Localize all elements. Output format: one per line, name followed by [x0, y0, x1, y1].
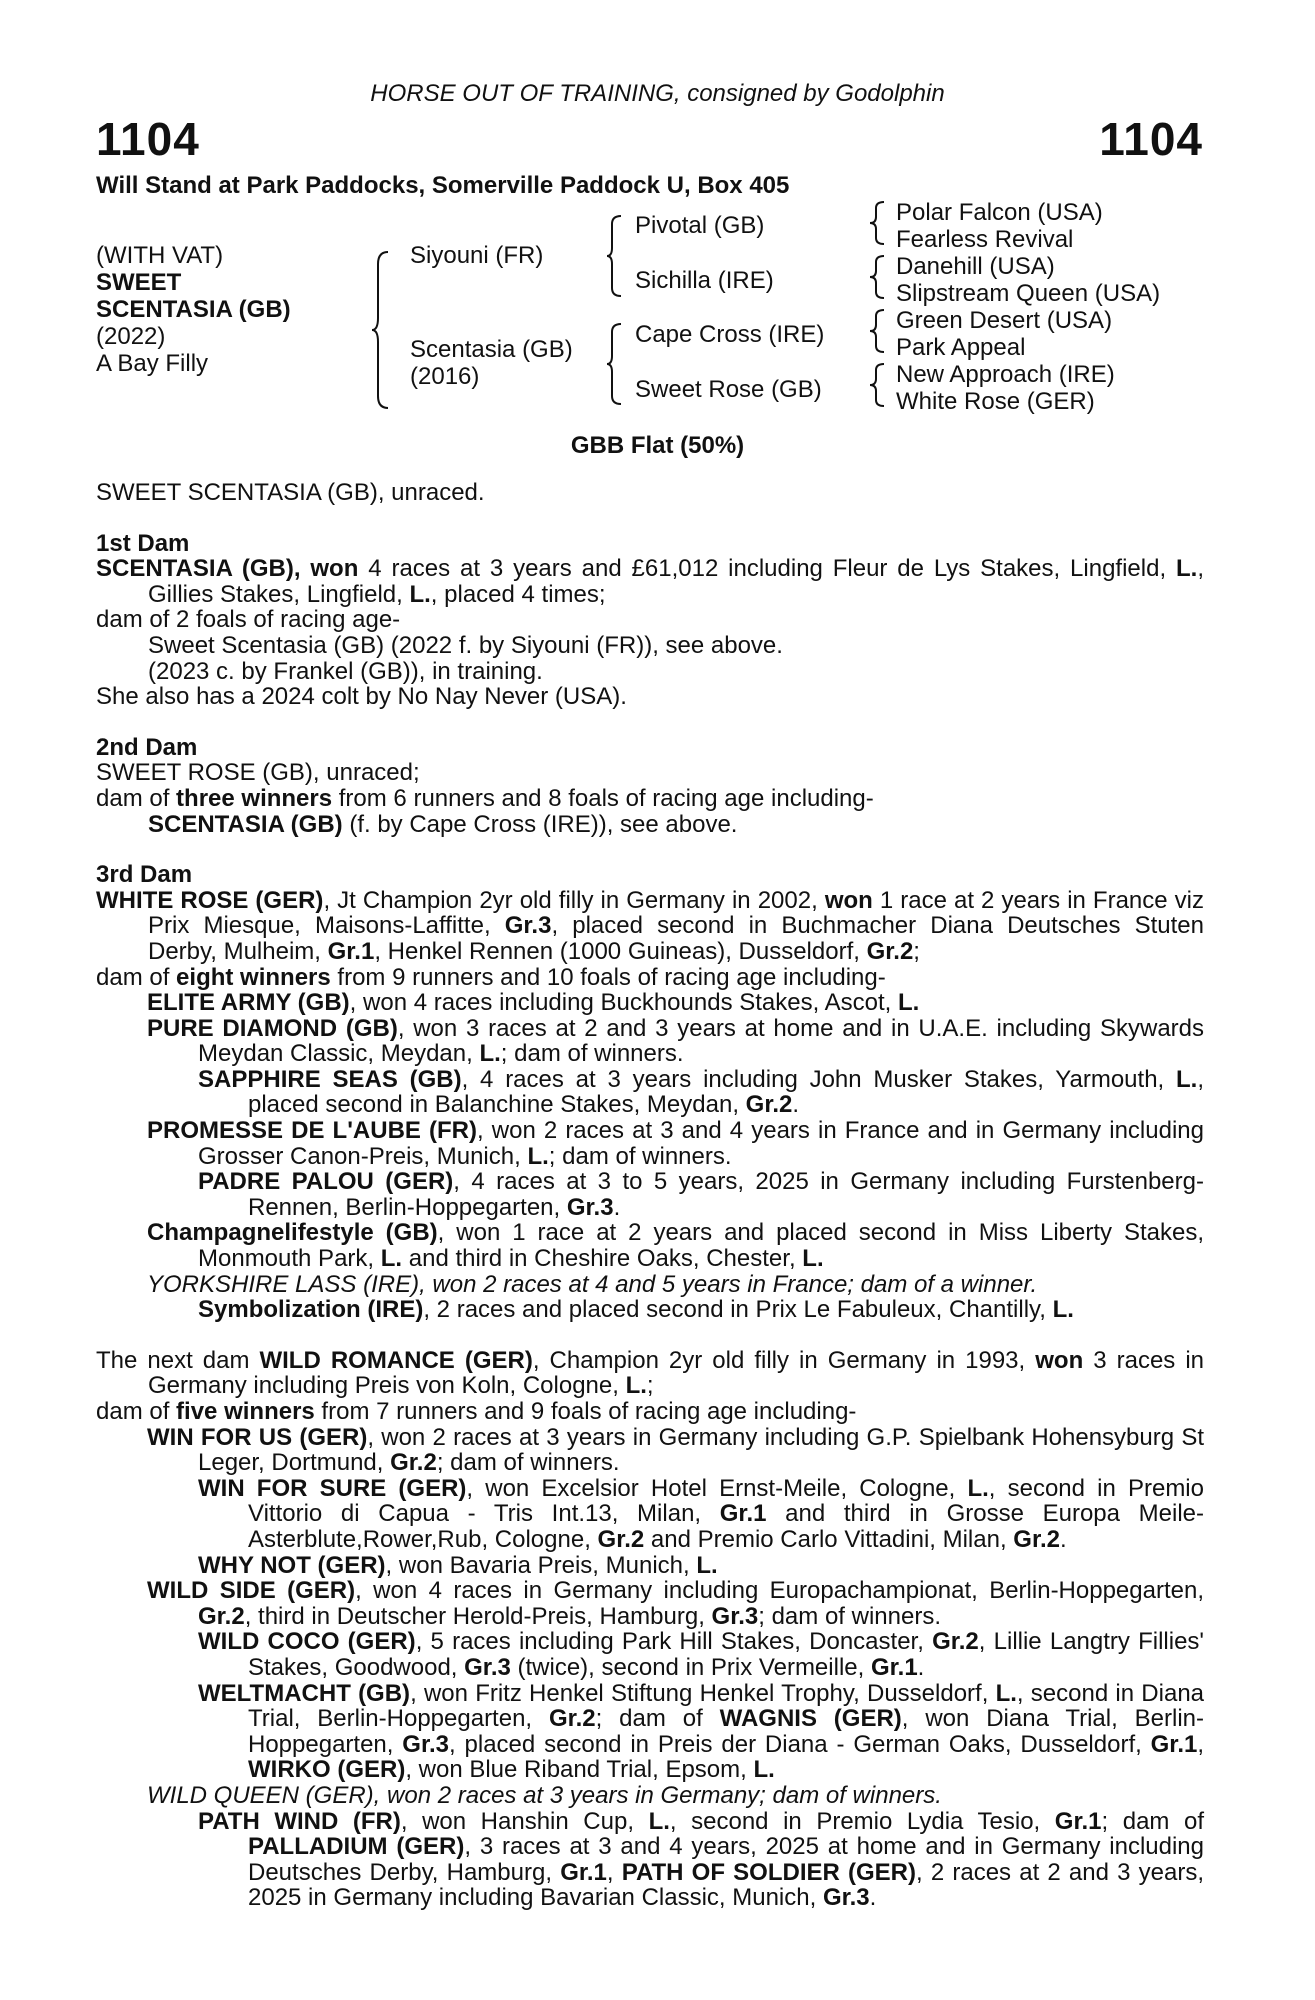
dam-sire-dam: Park Appeal	[896, 334, 1026, 361]
sire-sire-sire: Polar Falcon (USA)	[896, 199, 1103, 226]
first-dam-foals: dam of 2 foals of racing age-	[96, 606, 401, 634]
produce-wild-coco: WILD COCO (GER), 5 races including Park Hill Stakes, Doncaster, Gr.2, Lillie Langtry Fillies' Stakes, Goodwood, Gr.3 (twice), second in Prix Vermeille, Gr.1.	[198, 1628, 1205, 1681]
sire-sire: Pivotal (GB)	[635, 212, 765, 239]
produce-win-for-sure: WIN FOR SURE (GER), won Excelsior Hotel Ernst-Meile, Cologne, L., second in Premio Vittorio di Capua - Tris Int.13, Milan, Gr.1 and third in Grosse Europa Meile-Asterblute,Rower,Rub, Cologne, Gr.2 and Premio Carlo Vittadini, Milan, Gr.2.	[198, 1474, 1204, 1553]
dam-sire-sire: Green Desert (USA)	[896, 307, 1113, 334]
produce-pure-diamond: PURE DIAMOND (GB), won 3 races at 2 and 3 years at home and in U.A.E. including Skywards Meydan Classic, Meydan, L.; dam of winners.	[147, 1014, 1205, 1068]
sire: Siyouni (FR)	[410, 242, 544, 269]
unraced-line: SWEET SCENTASIA (GB), unraced.	[96, 479, 485, 506]
sire-dam-dam: Slipstream Queen (USA)	[896, 280, 1161, 307]
lot-number-left: 1104	[96, 113, 200, 165]
pedigree-brace-ds	[868, 308, 888, 354]
produce-win-for-us: WIN FOR US (GER), won 2 races at 3 years in Germany including G.P. Spielbank Hohensyburg St Leger, Dortmund, Gr.2; dam of winners.	[147, 1423, 1204, 1477]
horse-name-line2: SCENTASIA (GB)	[96, 296, 291, 323]
sire-sire-dam: Fearless Revival	[896, 226, 1074, 253]
catalogue-body	[96, 480, 1204, 1911]
first-dam-also: She also has a 2024 colt by No Nay Never (USA).	[96, 683, 627, 711]
first-dam-heading: 1st Dam	[96, 529, 190, 557]
dam-dam-sire: New Approach (IRE)	[896, 361, 1115, 388]
pedigree-brace-dd	[868, 362, 888, 408]
produce-sapphire-seas: SAPPHIRE SEAS (GB), 4 races at 3 years including John Musker Stakes, Yarmouth, L., placed second in Balanchine Stakes, Meydan, Gr.2.	[198, 1065, 1204, 1119]
produce-wild-queen: WILD QUEEN (GER), won 2 races at 3 years in Germany; dam of winners.	[147, 1781, 942, 1809]
vat-note: (WITH VAT)	[96, 242, 224, 269]
lot-number-right: 1104	[1099, 113, 1203, 165]
second-dam-produce: dam of three winners from 6 runners and 8 foals of racing age including-	[96, 784, 874, 812]
pedigree-brace-dam	[605, 322, 625, 406]
produce-weltmacht: WELTMACHT (GB), won Fritz Henkel Stiftung Henkel Trophy, Dusseldorf, L., second in Diana Trial, Berlin-Hoppegarten, Gr.2; dam of WAGNIS (GER), won Diana Trial, Berlin-Hoppegarten, Gr.3, placed second in Preis der Diana - German Oaks, Dusseldorf, Gr.1, WIRKO (GER), won Blue Riband Trial, Epsom, L.	[198, 1679, 1205, 1784]
second-dam-foal: SCENTASIA (GB) (f. by Cape Cross (IRE)), see above.	[148, 810, 738, 838]
dam-year: (2016)	[410, 363, 480, 390]
catalogue-subtitle: HORSE OUT OF TRAINING, consigned by Godolphin	[370, 80, 945, 107]
third-dam-heading: 3rd Dam	[96, 861, 193, 889]
pedigree-brace-sd	[868, 254, 888, 300]
produce-why-not: WHY NOT (GER), won Bavaria Preis, Munich, L.	[198, 1551, 718, 1579]
pedigree-brace-sire	[605, 214, 625, 298]
produce-path-wind: PATH WIND (FR), won Hanshin Cup, L., second in Premio Lydia Tesio, Gr.1; dam of PALLADIUM (GER), 3 races at 3 and 4 years, 2025 at home and in Germany including Deutsches Derby, Hamburg, Gr.1, PATH OF SOLDIER (GER), 2 races at 2 and 3 years, 2025 in Germany including Bavarian Classic, Munich, Gr.3.	[198, 1807, 1204, 1912]
first-dam-name: SCENTASIA (GB), won	[96, 555, 359, 583]
gbb-label: GBB Flat (50%)	[570, 432, 745, 459]
produce-yorkshire-lass: YORKSHIRE LASS (IRE), won 2 races at 4 and 5 years in France; dam of a winner.	[147, 1270, 1038, 1298]
produce-wild-side: WILD SIDE (GER), won 4 races in Germany including Europachampionat, Berlin-Hoppegarten, Gr.2, third in Deutscher Herold-Preis, Hamburg, Gr.3; dam of winners.	[147, 1577, 1204, 1630]
dam-sire: Cape Cross (IRE)	[635, 321, 825, 348]
sire-dam-sire: Danehill (USA)	[896, 253, 1055, 280]
produce-elite-army: ELITE ARMY (GB), won 4 races including Buckhounds Stakes, Ascot, L.	[147, 989, 920, 1017]
stand-location: Will Stand at Park Paddocks, Somerville Paddock U, Box 405	[96, 172, 790, 199]
second-dam-heading: 2nd Dam	[96, 733, 198, 761]
pedigree-brace-main	[370, 250, 394, 410]
produce-champagnelifestyle: Champagnelifestyle (GB), won 1 race at 2 years and placed second in Miss Liberty Stakes, Monmouth Park, L. and third in Cheshire Oaks, Chester, L.	[147, 1219, 1204, 1273]
dam: Scentasia (GB)	[410, 336, 573, 363]
produce-padre-palou: PADRE PALOU (GER), 4 races at 3 to 5 years, 2025 in Germany including Furstenberg-Rennen, Berlin-Hoppegarten, Gr.3.	[198, 1168, 1204, 1221]
produce-symbolization: Symbolization (IRE), 2 races and placed second in Prix Le Fabuleux, Chantilly, L.	[198, 1296, 1074, 1324]
dam-dam: Sweet Rose (GB)	[635, 376, 822, 403]
horse-year: (2022)	[96, 323, 166, 350]
pedigree-brace-ss	[868, 200, 888, 246]
first-dam-record: SCENTASIA (GB), won 4 races at 3 years and £61,012 including Fleur de Lys Stakes, Lingfield, L., Gillies Stakes, Lingfield, L., placed 4 times;	[96, 555, 1204, 608]
produce-promesse-de-laube: PROMESSE DE L'AUBE (FR), won 2 races at 3 and 4 years in France and in Germany including Grosser Canon-Preis, Munich, L.; dam of winners.	[147, 1117, 1204, 1170]
sire-dam: Sichilla (IRE)	[635, 267, 774, 294]
dam-dam-dam: White Rose (GER)	[896, 388, 1095, 415]
first-dam-foal-2: (2023 c. by Frankel (GB)), in training.	[148, 657, 543, 685]
horse-description: A Bay Filly	[96, 350, 209, 377]
third-dam-record: WHITE ROSE (GER), Jt Champion 2yr old filly in Germany in 2002, won 1 race at 2 years in France viz Prix Miesque, Maisons-Laffitte, Gr.3, placed second in Buchmacher Diana Deutsches Stuten Derby, Mulheim, Gr.1, Henkel Rennen (1000 Guineas), Dusseldorf, Gr.2;	[96, 886, 1204, 965]
horse-name-line1: SWEET	[96, 269, 182, 296]
first-dam-foal-1: Sweet Scentasia (GB) (2022 f. by Siyouni (FR)), see above.	[148, 631, 783, 659]
next-dam-record: The next dam WILD ROMANCE (GER), Champion 2yr old filly in Germany in 1993, won 3 races in Germany including Preis von Koln, Cologne, L.;	[96, 1346, 1205, 1400]
next-dam-produce: dam of five winners from 7 runners and 9 foals of racing age including-	[96, 1398, 857, 1425]
second-dam-line: SWEET ROSE (GB), unraced;	[96, 759, 420, 787]
third-dam-produce: dam of eight winners from 9 runners and 10 foals of racing age including-	[96, 963, 886, 991]
